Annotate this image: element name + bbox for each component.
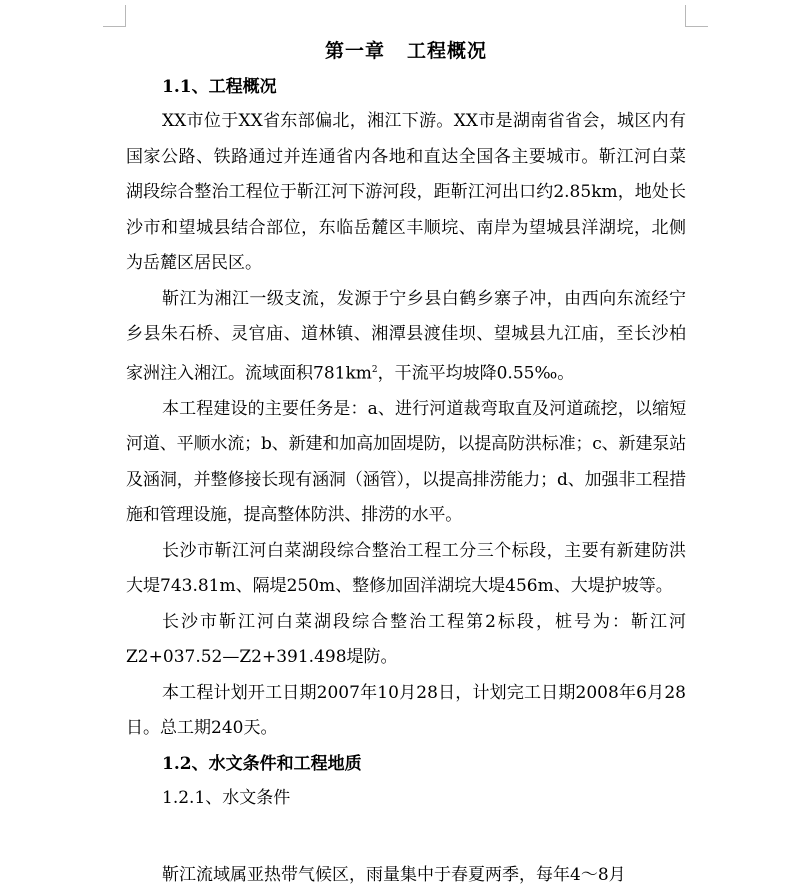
chapter-title [126,32,686,70]
margin-mark-top-left [103,26,126,27]
superscript-2: 2 [371,364,378,375]
section-heading-1-1: 1.1、工程概况 [162,77,277,97]
paragraph-river-text-end: ，干流平均坡降0.55‰。 [377,363,575,384]
paragraph-river-text: 靳江为湘江一级支流，发源于宁乡县白鹤乡寨子冲，由西向东流经宁乡县朱石桥、灵官庙、道林镇、湘潭县渡佳坝、望城县九江庙，至长沙柏家洲注入湘江。流域面积781km [126,288,686,384]
section-heading-1-2: 1.2、水文条件和工程地质 [162,753,362,774]
paragraph-location: XX市位于XX省东部偏北，湘江下游。XX市是湖南省省会，城区内有国家公路、铁路通过并连通省内各地和直达全国各主要城市。靳江河白菜湖段综合整治工程位于靳江河下游河段，距靳江河出口约2.85km，地处长沙市和望城县结合部位，东临岳麓区丰顺垸、南岸为望城县洋湖垸，北侧为岳麓区居民区。 [126,111,686,273]
margin-mark-top-right [685,26,708,27]
paragraph-section-2: 长沙市靳江河白菜湖段综合整治工程第2标段，桩号为：靳江河Z2+037.52—Z2+391.498堤防。 [126,611,686,668]
chapter-name: 工程概况 [407,40,488,62]
paragraph-river [126,282,686,392]
paragraph-schedule: 本工程计划开工日期2007年10月28日，计划完工日期2008年6月28日。总工期240天。 [126,682,686,739]
paragraph-hydrology-partial: 靳江流域属亚热带气候区，雨量集中于春夏两季，每年4～8月 [162,865,626,885]
paragraph-sections: 长沙市靳江河白菜湖段综合整治工程工分三个标段，主要有新建防洪大堤743.81m、隔堤250m、整修加固洋湖垸大堤456m、大堤护坡等。 [126,540,686,597]
section-heading-1-2-1: 1.2.1、水文条件 [162,787,291,808]
chapter-number: 第一章 [324,40,385,62]
document-body [126,32,686,815]
margin-mark-top-right [685,5,686,27]
paragraph-tasks: 本工程建设的主要任务是：a、进行河道裁弯取直及河道疏挖，以缩短河道、平顺水流；b、新建和加高加固堤防，以提高防洪标准；c、新建泵站及涵洞，并整修接长现有涵洞（涵管），以提高排涝能力；d、加强非工程措施和管理设施，提高整体防洪、排涝的水平。 [126,398,686,526]
margin-mark-top-left [125,5,126,27]
